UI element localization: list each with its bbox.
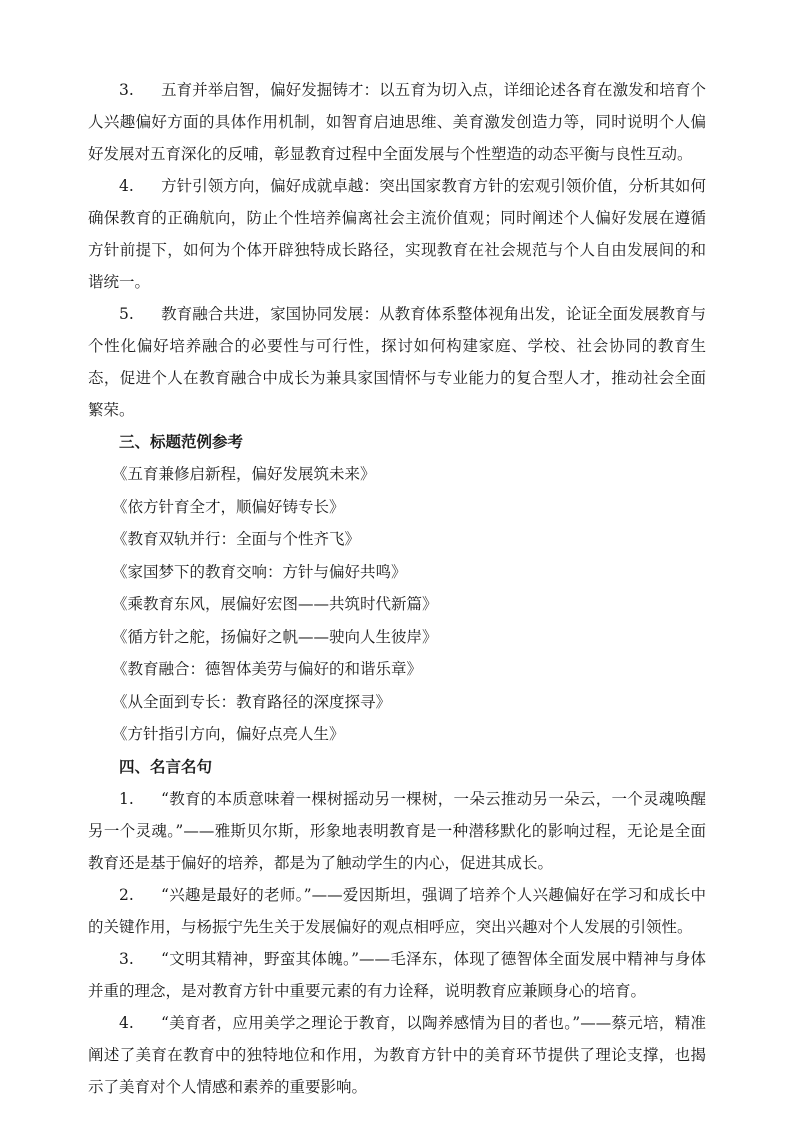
- quote-text: “文明其精神，野蛮其体魄。”——毛泽东，体现了德智体全面发展中精神与身体并重的理念，是对教育方针中重要元素的有力诠释，说明教育应兼顾身心的培育。: [88, 949, 706, 1000]
- quote-number: 3.: [119, 949, 134, 968]
- title-example: 《从全面到专长：教育路径的深度探寻》: [112, 692, 392, 711]
- title-example: 《五育兼修启新程，偏好发展筑未来》: [112, 465, 376, 483]
- titles-heading: 三、标题范例参考: [119, 433, 244, 451]
- quote-item-3: [88, 943, 706, 1007]
- point-number: 4.: [119, 177, 134, 195]
- point-text: 五育并举启智，偏好发掘铸才：以五育为切入点，详细论述各育在激发和培育个人兴趣偏好方面的具体作用机制，如智育启迪思维、美育激发创造力等，同时说明个人偏好发展对五育深化的反哺，彰显教育过程中全面发展与个性塑造的动态平衡与良性互动。: [88, 81, 706, 163]
- point-text: 方针引领方向，偏好成就卓越：突出国家教育方针的宏观引领价值，分析其如何确保教育的正确航向，防止个性培养偏离社会主流价值观；同时阐述个人偏好发展在遵循方针前提下，如何为个体开辟独特成长路径，实现教育在社会规范与个人自由发展间的和谐统一。: [88, 177, 706, 291]
- quote-item-2: [88, 879, 706, 943]
- quote-number: 4.: [119, 1013, 134, 1032]
- title-example: 《乘教育东风，展偏好宏图——共筑时代新篇》: [112, 595, 438, 613]
- title-example: 《循方针之舵，扬偏好之帆——驶向人生彼岸》: [112, 627, 438, 646]
- title-example: 《教育双轨并行：全面与个性齐飞》: [112, 530, 361, 548]
- quote-item-1: [88, 783, 706, 879]
- quote-number: 1.: [119, 789, 134, 808]
- point-number: 3.: [119, 81, 134, 99]
- quote-item-4: [88, 1007, 706, 1103]
- point-text: 教育融合共进，家国协同发展：从教育体系整体视角出发，论证全面发展教育与个性化偏好培养融合的必要性与可行性，探讨如何构建家庭、学校、社会协同的教育生态，促进个人在教育融合中成长为兼具家国情怀与专业能力的复合型人才，推动社会全面繁荣。: [88, 305, 706, 419]
- quote-text: “教育的本质意味着一棵树摇动另一棵树，一朵云推动另一朵云，一个灵魂唤醒另一个灵魂。”——雅斯贝尔斯，形象地表明教育是一种潜移默化的影响过程，无论是全面教育还是基于偏好的培养，都是为了触动学生的内心，促进其成长。: [88, 789, 706, 872]
- section-point-4: [88, 170, 706, 298]
- quotes-heading: 四、名言名句: [119, 757, 213, 776]
- section-point-3: [88, 74, 706, 170]
- title-example: 《教育融合：德智体美劳与偏好的和谐乐章》: [112, 660, 423, 678]
- title-example: 《家国梦下的教育交响：方针与偏好共鸣》: [112, 562, 407, 581]
- quote-text: “美育者，应用美学之理论于教育，以陶养感情为目的者也。”——蔡元培，精准阐述了美育在教育中的独特地位和作用，为教育方针中的美育环节提供了理论支撑，也揭示了美育对个人情感和素养的重要影响。: [88, 1013, 706, 1096]
- quote-text: “兴趣是最好的老师。”——爱因斯坦，强调了培养个人兴趣偏好在学习和成长中的关键作用，与杨振宁先生关于发展偏好的观点相呼应，突出兴趣对个人发展的引领性。: [88, 885, 706, 936]
- title-example: 《依方针育全才，顺偏好铸专长》: [112, 497, 345, 516]
- section-point-5: [88, 298, 706, 426]
- quote-number: 2.: [119, 885, 134, 904]
- point-number: 5.: [119, 305, 134, 323]
- title-example: 《方针指引方向，偏好点亮人生》: [112, 725, 345, 743]
